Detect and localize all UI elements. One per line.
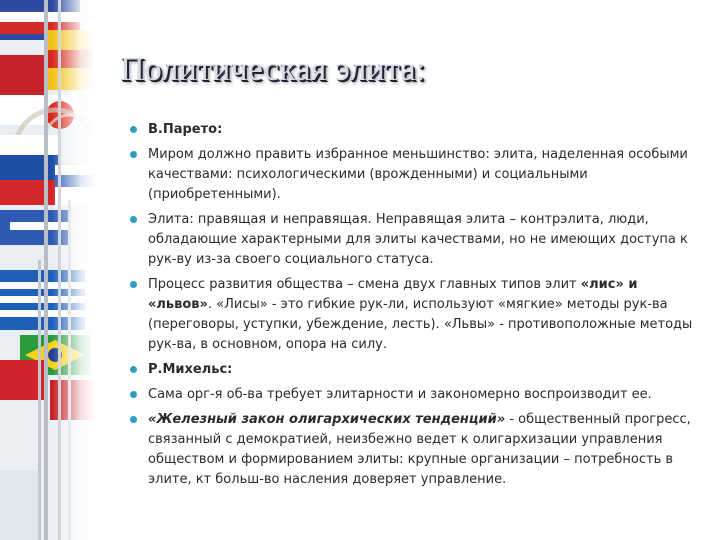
bullet-item	[130, 275, 698, 355]
bullet-text: Процесс развития общества – смена двух главных типов элит	[148, 277, 581, 292]
bullet-dot-icon	[130, 126, 137, 133]
bullet-emphasis: «лис» и «львов»	[148, 277, 638, 312]
bullet-item	[130, 120, 698, 140]
bullet-list	[130, 120, 698, 495]
bullet-item	[130, 410, 698, 490]
bullet-dot-icon	[130, 151, 137, 158]
bullet-dot-icon	[130, 216, 137, 223]
bullet-emphasis: В.Парето:	[148, 122, 223, 137]
bullet-item	[130, 385, 698, 405]
bullet-dot-icon	[130, 366, 137, 373]
flags-fade-overlay	[0, 0, 95, 540]
flags-decoration	[0, 0, 95, 540]
bullet-dot-icon	[130, 281, 137, 288]
bullet-item	[130, 360, 698, 380]
bullet-emphasis: «Железный закон олигархических тенденций»	[148, 412, 506, 427]
bullet-item	[130, 145, 698, 205]
bullet-dot-icon	[130, 416, 137, 423]
bullet-text: Сама орг-я об-ва требует элитарности и закономерно воспроизводит ее.	[148, 387, 652, 402]
bullet-emphasis: Р.Михельс:	[148, 362, 233, 377]
bullet-text: Элита: правящая и неправящая. Неправящая элита – контрэлита, люди, обладающие характерными для элиты качествами, но не имеющих доступа к рук-ву из-за своего социального статуса.	[148, 212, 688, 267]
bullet-text: . «Лисы» - это гибкие рук-ли, используют «мягкие» методы рук-ва (переговоры, уступки, убеждение, лесть). «Львы» - противоположные методы рук-ва, в основном, опора на силу.	[148, 297, 693, 352]
slide-title: Политическая элита:	[120, 51, 426, 88]
bullet-dot-icon	[130, 391, 137, 398]
bullet-item	[130, 210, 698, 270]
bullet-text: Миром должно править избранное меньшинство: элита, наделенная особыми качествами: психологическими (врожденными) и социальными (приобретенными).	[148, 147, 688, 202]
bullet-text: - общественный прогресс, связанный с демократией, неизбежно ведет к олигархизации управления обществом и формированием элиты: крупные организации – потребность в элите, кт больш-во насления доверяет управление.	[148, 412, 691, 487]
